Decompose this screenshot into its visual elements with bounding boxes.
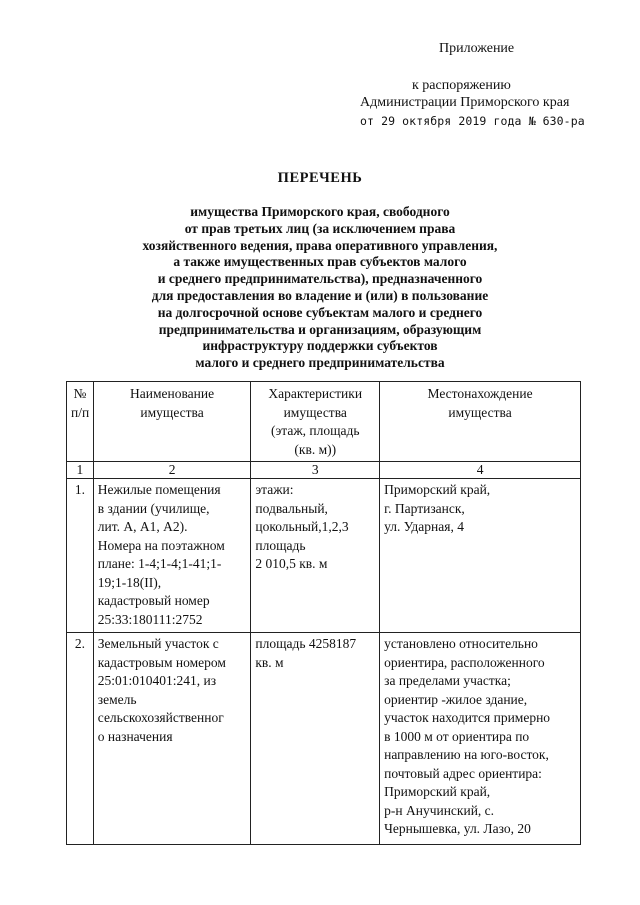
cell-line: кв. м <box>255 654 284 670</box>
cell-line: Земельный участок с <box>97 636 219 651</box>
table-row <box>67 633 581 845</box>
header-location <box>380 382 581 462</box>
cell-line: направлению на юго-восток, <box>384 747 549 762</box>
location-cell <box>380 633 581 845</box>
cell-line: Приморский край, <box>384 482 491 497</box>
cell-line: кадастровым номером <box>97 654 226 670</box>
characteristics-cell <box>251 479 380 633</box>
cell-line: подвальный, <box>255 500 328 516</box>
cell-line: 2 010,5 кв. м <box>255 556 328 571</box>
cell-line: ориентира, расположенного <box>384 654 545 670</box>
property-name-cell <box>93 633 251 845</box>
subtitle-line: малого и среднего предпринимательства <box>195 355 445 371</box>
cell-line: 19;1-18(II), <box>97 574 162 590</box>
cell-line: земель <box>97 691 137 707</box>
column-number: 2 <box>93 462 251 479</box>
property-table <box>66 381 581 845</box>
cell-line: площадь <box>255 537 306 553</box>
header-number <box>67 382 94 462</box>
column-number: 1 <box>67 462 94 479</box>
subtitle-line: а также имущественных прав субъектов малого <box>173 254 467 270</box>
cell-line: кадастровый номер <box>97 593 210 608</box>
cell-line: установлено относительно <box>384 636 538 651</box>
cell-line: ул. Ударная, 4 <box>384 519 464 534</box>
cell-line: цокольный,1,2,3 <box>255 519 349 534</box>
header-name <box>93 382 251 462</box>
header-line: Характеристики <box>268 386 363 401</box>
location-cell <box>380 479 581 633</box>
subtitle-line: предпринимательства и организациям, образующим <box>158 321 482 337</box>
header-line: Наименование <box>130 386 215 401</box>
cell-line: Чернышевка, ул. Лазо, 20 <box>384 821 531 836</box>
table-row <box>67 479 581 633</box>
cell-line: Приморский край, <box>384 784 491 799</box>
cell-line: Нежилые помещения <box>97 482 221 497</box>
cell-line: о назначения <box>97 728 173 744</box>
cell-line: ориентир -жилое здание, <box>384 691 528 707</box>
cell-line: участок находится примерно <box>384 710 551 725</box>
cell-line: в 1000 м от ориентира по <box>384 728 530 744</box>
header-characteristics <box>251 382 380 462</box>
header-line: Местонахождение <box>427 386 533 401</box>
cell-line: почтовый адрес ориентира: <box>384 765 542 781</box>
header-line: (кв. м)) <box>294 441 337 457</box>
document-title: ПЕРЕЧЕНЬ <box>277 170 363 186</box>
administration-label: Администрации Приморского края <box>360 95 570 110</box>
header-line: имущества <box>448 404 512 420</box>
column-number: 3 <box>251 462 380 479</box>
header-line: имущества <box>140 404 204 420</box>
header-line: (этаж, площадь <box>270 423 360 438</box>
subtitle-line: от прав третьих лиц (за исключением права <box>184 220 456 236</box>
appendix-label: Приложение <box>439 41 515 56</box>
cell-line: 25:33:180111:2752 <box>97 611 203 627</box>
characteristics-cell <box>251 633 380 845</box>
table-header-row <box>67 382 581 462</box>
subtitle-line: инфраструктуру поддержки субъектов <box>202 338 438 354</box>
cell-line: этажи: <box>255 482 294 497</box>
document-subtitle <box>0 204 640 372</box>
property-name-cell <box>93 479 251 633</box>
subtitle-line: на долгосрочной основе субъектам малого и среднего <box>157 304 483 320</box>
subtitle-line: имущества Приморского края, свободного <box>190 204 450 219</box>
order-date-number: от 29 октября 2019 года № 630-ра <box>360 114 585 128</box>
header-line: имущества <box>283 404 347 420</box>
subtitle-line: хозяйственного ведения, права оперативного управления, <box>142 237 498 253</box>
header-line: п/п <box>71 404 90 420</box>
header-line: № <box>73 386 87 401</box>
cell-line: 25:01:010401:241, из <box>97 673 217 688</box>
cell-line: за пределами участка; <box>384 673 511 688</box>
column-number: 4 <box>380 462 581 479</box>
cell-line: Номера на поэтажном <box>97 537 225 553</box>
row-number: 1. <box>67 479 94 633</box>
cell-line: р-н Анучинский, с. <box>384 802 495 818</box>
cell-line: лит. А, А1, А2). <box>97 519 188 534</box>
row-number: 2. <box>67 633 94 845</box>
cell-line: г. Партизанск, <box>384 500 465 516</box>
cell-line: в здании (училище, <box>97 500 210 516</box>
column-number-row <box>67 462 581 479</box>
subtitle-line: для предоставления во владение и (или) в пользование <box>151 287 489 303</box>
subtitle-line: и среднего предпринимательства), предназначенного <box>157 271 483 287</box>
cell-line: плане: 1-4;1-4;1-41;1- <box>97 556 222 571</box>
to-order-label: к распоряжению <box>412 78 511 93</box>
cell-line: сельскохозяйственног <box>97 710 224 725</box>
cell-line: площадь 4258187 <box>255 636 357 651</box>
